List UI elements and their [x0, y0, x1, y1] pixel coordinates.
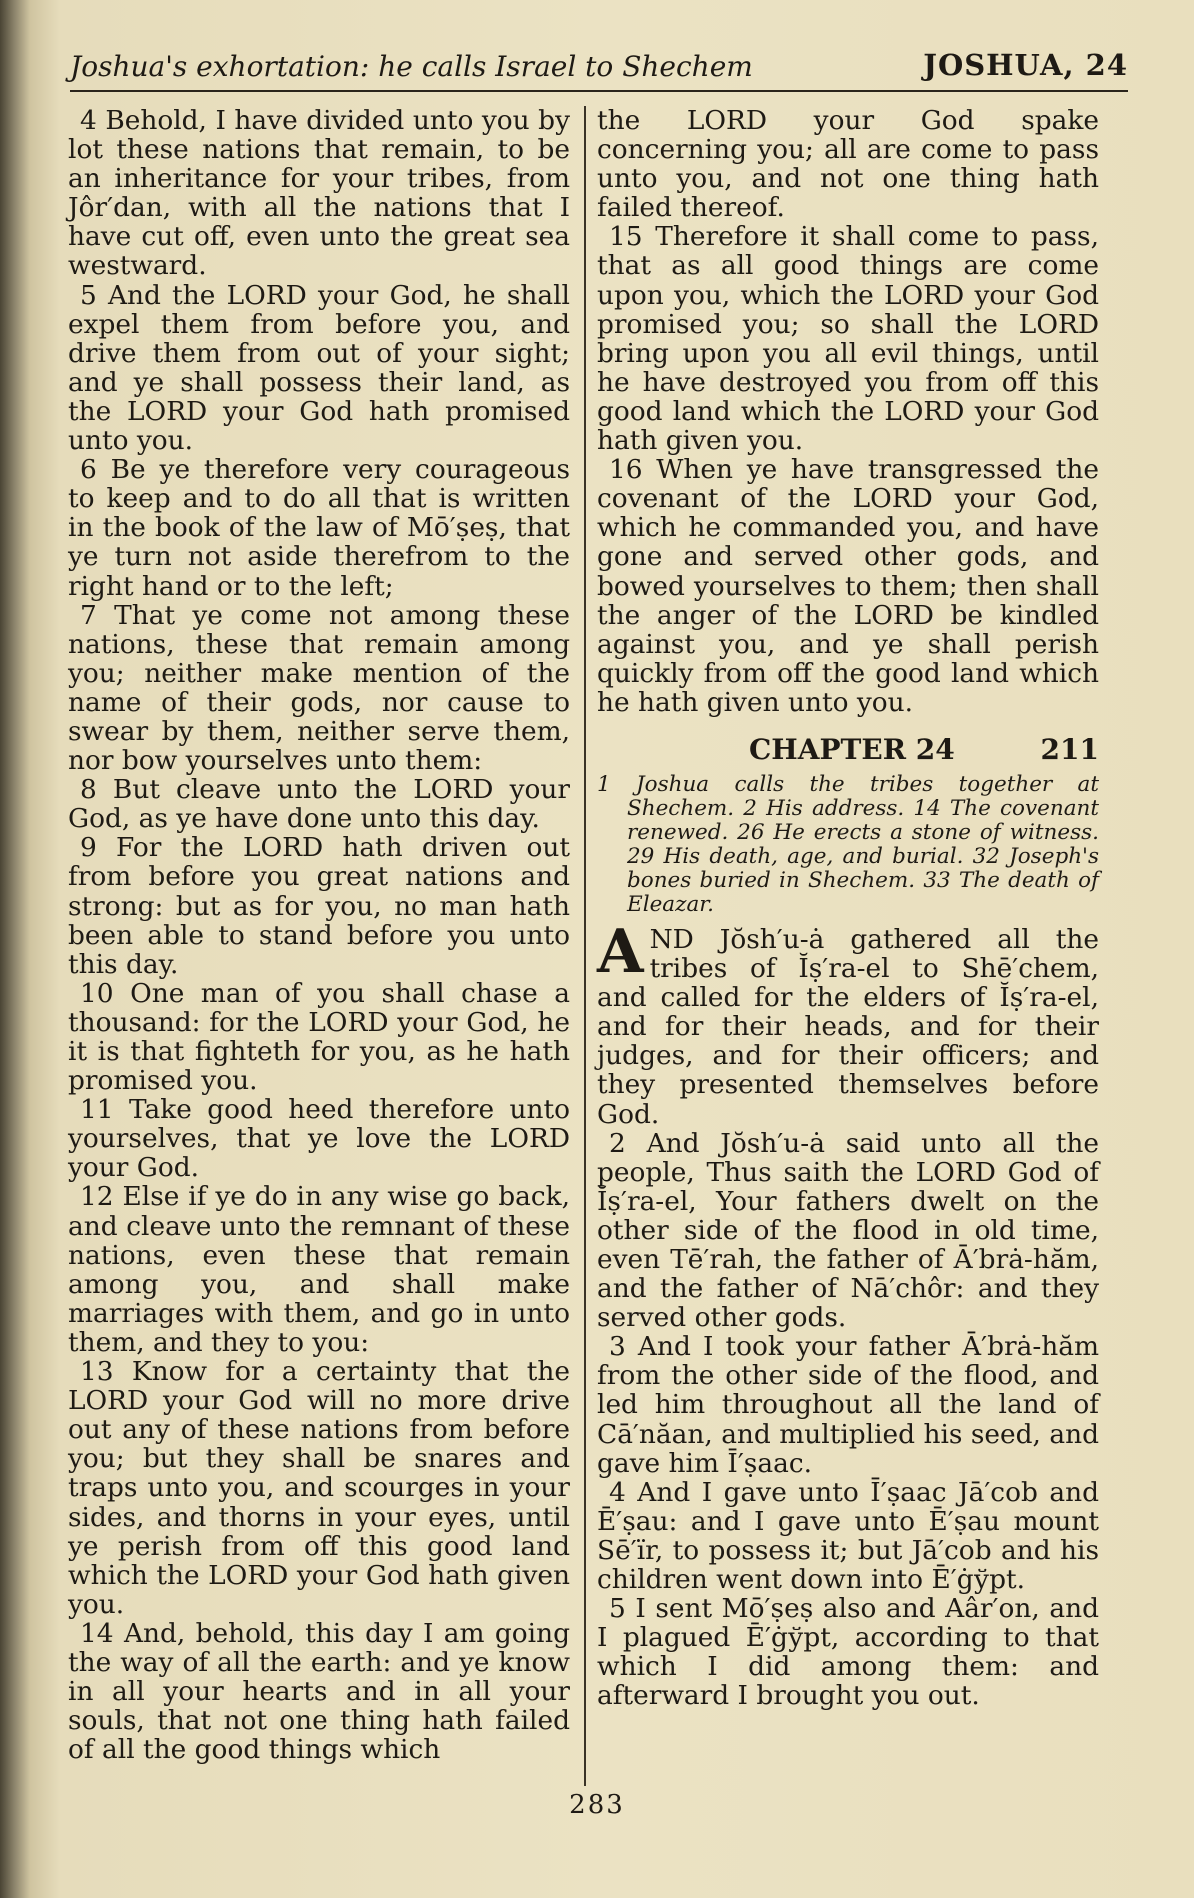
book-chapter-reference: JOSHUA, 24	[923, 48, 1128, 82]
verse: 15 Therefore it shall come to pass, that as all good things are come upon you, which the LORD your God promised you; so shall the LORD bring upon you all evil things, until he have destroyed you from off this good land which the LORD your God hath given you.	[597, 221, 1099, 457]
verse: 3 And I took your father Ā′brȧ-hăm from the other side of the flood, and led him throughout all the land of Cā′năan, and multiplied his seed, and gave him Ī′ṣaac.	[597, 1331, 1099, 1479]
verse: 5 I sent Mō′ṣeṣ also and Aâr′on, and I plagued Ē′ġўpt, according to that which I did among them: and afterward I brought you out.	[597, 1593, 1099, 1712]
verse: 7 That ye come not among these nations, these that remain among you; neither make mention of the name of their gods, nor cause to swear by them, neither serve them, nor bow yourselves unto them:	[68, 599, 570, 777]
verse: 8 But cleave unto the LORD your God, as ye have done unto this day.	[68, 774, 570, 835]
verse: 9 For the LORD hath driven out from before you great nations and strong: but as for you, no man hath been able to stand before you unto this day.	[68, 832, 570, 980]
verse: 4 Behold, I have divided unto you by lot these nations that remain, to be an inheritance for your tribes, from Jôr′dan, with all the nations that I have cut off, even unto the great sea westward.	[68, 105, 570, 282]
chapter-title: CHAPTER 24	[749, 732, 955, 766]
verse: 13 Know for a certainty that the LORD your God will no more drive out any of these nations from before you; but they shall be snares and traps unto you, and scourges in your sides, and thorns in your eyes, until ye perish from off this good land which the LORD your God hath given you.	[68, 1356, 570, 1620]
verse: 14 And, behold, this day I am going the way of all the earth: and ye know in all your hearts and in all your souls, that not one thing hath failed of all the good things which	[68, 1617, 570, 1766]
page-number: 283	[569, 1790, 625, 1820]
chapter-summary: 1 Joshua calls the tribes together at Shechem. 2 His address. 14 The covenant renewed. 26 He erects a stone of witness. 29 His death, age, and burial. 32 Joseph's bones buried in Shechem. 33 The death of Eleazar.	[597, 771, 1099, 917]
chapter-first-verse	[597, 916, 1099, 1130]
verse: 2 And Jŏsh′u-ȧ said unto all the people, Thus saith the LORD God of Ĭṣ′ra-el, Your fathers dwelt on the other side of the flood in old time, even Tē′rah, the father of Ā′brȧ-hăm, and the father of Nā′chôr: and they served other gods.	[597, 1127, 1099, 1334]
chapter-reference-number: 211	[1040, 732, 1099, 766]
verse: 4 And I gave unto Ī′ṣaac Jā′cob and Ē′ṣau: and I gave unto Ē′ṣau mount Sē′ïr, to possess it; but Jā′cob and his children went down into Ē′ġўpt.	[597, 1476, 1099, 1596]
verse: 16 When ye have transgressed the covenant of the LORD your God, which he commanded you, and have gone and served other gods, and bowed yourselves to them; then shall the anger of the LORD be kindled against you, and ye shall perish quickly from off the good land which he hath given unto you.	[597, 454, 1099, 718]
drop-cap: A	[597, 916, 644, 987]
verse: 5 And the LORD your God, he shall expel them from before you, and drive them from out of your sight; and ye shall possess their land, as the LORD your God hath promised unto you.	[68, 279, 570, 457]
verse: 6 Be ye therefore very courageous to keep and to do all that is written in the book of the law of Mō′ṣeṣ, that ye turn not aside therefrom to the right hand or to the left;	[68, 454, 570, 602]
right-column	[597, 106, 1099, 1711]
running-head: Joshua's exhortation: he calls Israel to Shechem	[70, 50, 753, 83]
chapter-heading	[597, 733, 1099, 767]
first-verse-text: ND Jŏsh′u-ȧ gathered all the tribes of Ĭṣ′ra-el to Shē′chem, and called for the elders of Ĭṣ′ra-el, and for their heads, and for their judges, and for their officers; and they presented themselves before God.	[597, 923, 1099, 1130]
verse: 12 Else if ye do in any wise go back, and cleave unto the remnant of these nations, even these that remain among you, and shall make marriages with them, and go in unto them, and they to you:	[68, 1181, 570, 1358]
page-header	[70, 50, 1128, 92]
left-column	[68, 106, 570, 1764]
verse-continuation: the LORD your God spake concerning you; all are come to pass unto you, and not one thing hath failed thereof.	[597, 105, 1099, 224]
verse: 11 Take good heed therefore unto yourselves, that ye love the LORD your God.	[68, 1094, 570, 1184]
verse: 10 One man of you shall chase a thousand: for the LORD your God, he it is that fighteth for you, as he hath promised you.	[68, 977, 570, 1097]
column-divider	[584, 106, 586, 1786]
